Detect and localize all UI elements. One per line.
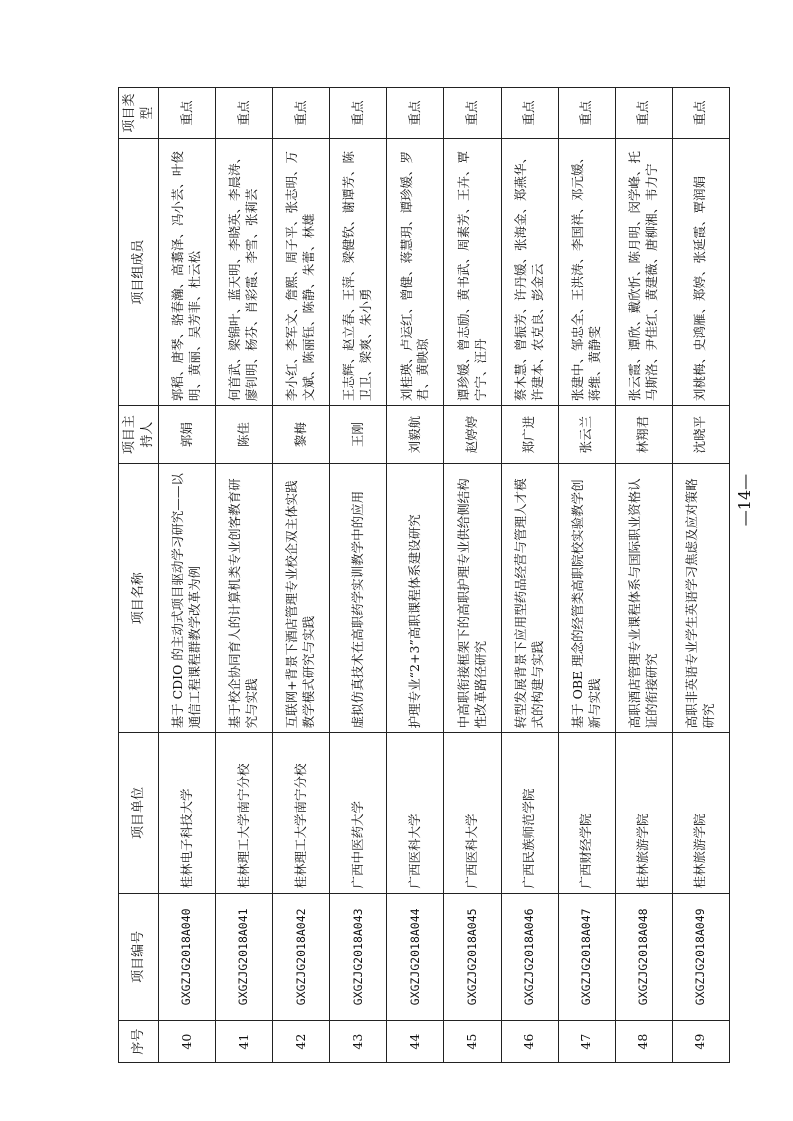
cell-members: 刘桂瑛、卢运红、曾健、蒋慧玥、谭珍媛、罗君、黄映琼: [387, 139, 444, 406]
cell-code: GXGZJG2018A045: [444, 893, 501, 1021]
cell-members: 张建中、邹忠全、王洪涛、李国祥、邓元媛、蒋维、黄静雯: [558, 139, 615, 406]
cell-type: 重点: [558, 88, 615, 139]
cell-members: 李小红、李军文、詹熙、周子平、张志明、万文斌、陈丽钰、陈静、朱蕾、林雄: [273, 139, 330, 406]
cell-unit: 广西中医药大学: [330, 733, 387, 893]
cell-unit: 广西财经学院: [558, 733, 615, 893]
cell-seq: 40: [159, 1021, 216, 1063]
cell-unit: 广西民族师范学院: [501, 733, 558, 893]
cell-code: GXGZJG2018A044: [387, 893, 444, 1021]
table-row: [558, 88, 615, 1063]
cell-type: 重点: [615, 88, 672, 139]
cell-members: 何首武、梁锦叶、蓝天明、李晓英、李晨涛、廖钊明、杨芬、肖彩霞、李雪、张莉芸: [216, 139, 273, 406]
cell-name: 中高职衔接框架下的高职护理专业供给侧结构性改革路径研究: [444, 464, 501, 733]
cell-seq: 45: [444, 1021, 501, 1063]
header-type: 项目类型: [119, 88, 159, 139]
cell-unit: 桂林理工大学南宁分校: [273, 733, 330, 893]
cell-type: 重点: [330, 88, 387, 139]
cell-seq: 46: [501, 1021, 558, 1063]
cell-type: 重点: [216, 88, 273, 139]
table-row: [615, 88, 672, 1063]
cell-host: 林翔君: [615, 406, 672, 464]
table-body: [159, 88, 730, 1063]
cell-name: 高职酒店管理专业课程体系与国际职业资格认证的衔接研究: [615, 464, 672, 733]
table-row: [501, 88, 558, 1063]
cell-type: 重点: [672, 88, 729, 139]
cell-seq: 48: [615, 1021, 672, 1063]
table-row: [330, 88, 387, 1063]
cell-host: 沈晓平: [672, 406, 729, 464]
header-members: 项目组成员: [119, 139, 159, 406]
cell-name: 护理专业“2+3”高职课程体系建设研究: [387, 464, 444, 733]
cell-seq: 47: [558, 1021, 615, 1063]
project-table: [118, 87, 730, 1063]
header-code: 项目编号: [119, 893, 159, 1021]
cell-members: 谭珍媛、曾志励、黄书武、周素芳、王卉、覃宁宁、汪丹: [444, 139, 501, 406]
cell-code: GXGZJG2018A040: [159, 893, 216, 1021]
rotated-table-container: [118, 87, 730, 1063]
cell-unit: 桂林旅游学院: [672, 733, 729, 893]
cell-type: 重点: [273, 88, 330, 139]
cell-seq: 44: [387, 1021, 444, 1063]
cell-host: 郑广进: [501, 406, 558, 464]
cell-host: 赵婷婷: [444, 406, 501, 464]
cell-name: 基于 CDIO 的主动式项目驱动学习研究——以通信工程课程群教学改革为例: [159, 464, 216, 733]
cell-host: 黎梅: [273, 406, 330, 464]
table-row: [159, 88, 216, 1063]
cell-type: 重点: [444, 88, 501, 139]
cell-name: 高职非英语专业学生英语学习焦虑及应对策略研究: [672, 464, 729, 733]
cell-unit: 桂林理工大学南宁分校: [216, 733, 273, 893]
cell-unit: 广西医科大学: [444, 733, 501, 893]
table-row: [672, 88, 729, 1063]
cell-name: 转型发展背景下应用型药品经营与管理人才模式的构建与实践: [501, 464, 558, 733]
header-name: 项目名称: [119, 464, 159, 733]
cell-name: 互联网+背景下酒店管理专业校企双主体实践教学模式研究与实践: [273, 464, 330, 733]
cell-members: 张云霞、谭欣、戴欣忻、陈月明、闵学峰、托马斯洛、尹佳红、黄建薇、唐柳湘、韦力宁: [615, 139, 672, 406]
cell-code: GXGZJG2018A047: [558, 893, 615, 1021]
cell-unit: 桂林旅游学院: [615, 733, 672, 893]
cell-seq: 41: [216, 1021, 273, 1063]
cell-code: GXGZJG2018A041: [216, 893, 273, 1021]
cell-seq: 49: [672, 1021, 729, 1063]
cell-host: 王刚: [330, 406, 387, 464]
cell-members: 郭稻、唐琴、骆春瀚、高翥泽、冯小芸、叶俊明、黄丽、吴芳菲、杜云松: [159, 139, 216, 406]
table-row: [444, 88, 501, 1063]
table-row: [273, 88, 330, 1063]
cell-unit: 桂林电子科技大学: [159, 733, 216, 893]
cell-type: 重点: [501, 88, 558, 139]
cell-seq: 43: [330, 1021, 387, 1063]
cell-members: 王志辉、赵立春、王萍、梁健钦、谢谭芳、陈卫卫、梁爽、朱小勇: [330, 139, 387, 406]
cell-members: 蔡木慧、曾振芳、许丹媛、张海金、郑燕华、许建本、农克良、彭金云: [501, 139, 558, 406]
cell-code: GXGZJG2018A049: [672, 893, 729, 1021]
header-seq: 序号: [119, 1021, 159, 1063]
table-row: [387, 88, 444, 1063]
cell-code: GXGZJG2018A048: [615, 893, 672, 1021]
header-unit: 项目单位: [119, 733, 159, 893]
cell-unit: 广西医科大学: [387, 733, 444, 893]
cell-host: 刘毅航: [387, 406, 444, 464]
page-number: —14—: [735, 473, 754, 527]
cell-host: 郭娟: [159, 406, 216, 464]
cell-name: 基于校企协同育人的计算机类专业创客教育研究与实践: [216, 464, 273, 733]
cell-members: 刘桃梅、史鸿雁、郑婷、张延霞、覃润娟: [672, 139, 729, 406]
cell-code: GXGZJG2018A043: [330, 893, 387, 1021]
cell-seq: 42: [273, 1021, 330, 1063]
table-header-row: [119, 88, 159, 1063]
cell-host: 陈佳: [216, 406, 273, 464]
cell-code: GXGZJG2018A046: [501, 893, 558, 1021]
table-row: [216, 88, 273, 1063]
cell-name: 虚拟仿真技术在高职药学实训教学中的应用: [330, 464, 387, 733]
cell-name: 基于 OBE 理念的经管类高职院校实验教学创新与实践: [558, 464, 615, 733]
cell-host: 张云兰: [558, 406, 615, 464]
cell-type: 重点: [159, 88, 216, 139]
cell-type: 重点: [387, 88, 444, 139]
header-host: 项目主持人: [119, 406, 159, 464]
cell-code: GXGZJG2018A042: [273, 893, 330, 1021]
